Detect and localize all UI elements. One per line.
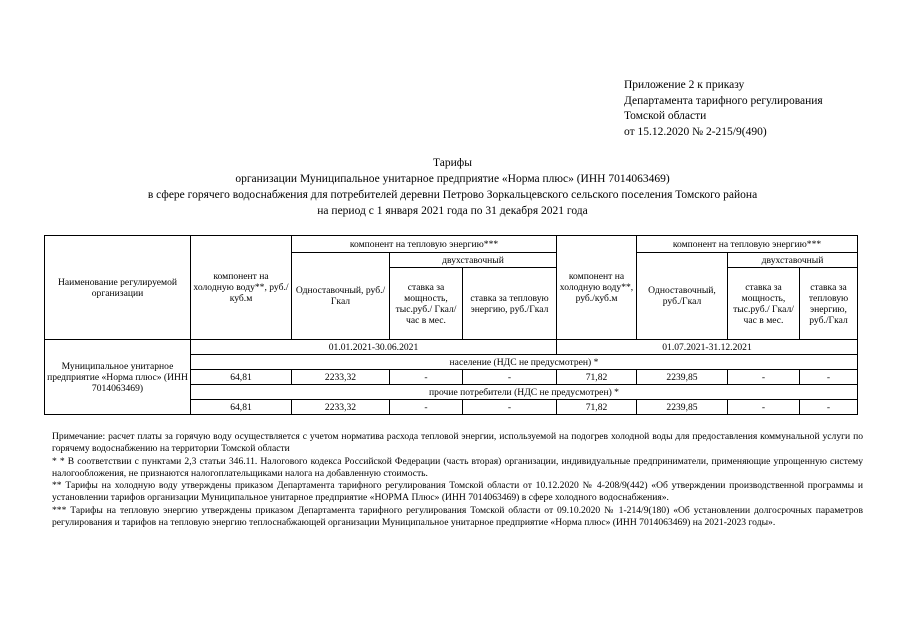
header-energy-rate-1: ставка за тепловую энергию, руб./Гкал	[463, 268, 557, 340]
tariff-table	[44, 235, 858, 415]
table-cell: -	[463, 370, 557, 385]
header-two-rate-2: двухставочный	[728, 253, 858, 268]
group-label-population: население (НДС не предусмотрен) *	[191, 355, 858, 370]
table-cell: -	[390, 370, 463, 385]
appendix-line: Департамента тарифного регулирования	[624, 94, 823, 107]
title-line: организации Муниципальное унитарное предприятие «Норма плюс» (ИНН 7014063469)	[235, 173, 670, 185]
period-second: 01.07.2021-31.12.2021	[557, 340, 858, 355]
notes-section	[52, 431, 863, 529]
note-vat: * * В соответствии с пунктами 2,3 статьи 346.11. Налогового кодекса Российской Федерации (часть вторая) организации, индивидуальные предприниматели, применяющие упрощенную систему налогообложения, не признаются налогоплательщиками налога на добавленную стоимость.	[52, 455, 863, 479]
table-cell: -	[800, 370, 858, 385]
header-energy-rate-2: ставка за тепловую энергию, руб./Гкал	[800, 268, 858, 340]
header-thermal-1: компонент на тепловую энергию***	[292, 236, 557, 253]
title-line: Тарифы	[433, 157, 472, 169]
header-thermal-2: компонент на тепловую энергию***	[637, 236, 858, 253]
table-cell: 2239,85	[637, 370, 728, 385]
note-thermal: *** Тарифы на тепловую энергию утверждены приказом Департамента тарифного регулирования Томской области от 09.10.2020 № 1-214/9(180) «Об установлении долгосрочных параметров регулирования и тарифов на тепловую энергию теплоснабжающей организации Муниципальное унитарное предприятие «Норма плюс» (ИНН 7014063469) на 2021-2023 годы».	[52, 504, 863, 529]
table-cell: 71,82	[557, 400, 637, 415]
document-title	[30, 155, 875, 219]
header-capacity-rate-2: ставка за мощность, тыс.руб./ Гкал/час в мес.	[728, 268, 800, 340]
table-cell: 2233,32	[292, 370, 390, 385]
table-cell: -	[390, 400, 463, 415]
appendix-line: Томской области	[624, 110, 707, 122]
note-cold-water: ** Тарифы на холодную воду утверждены приказом Департамента тарифного регулирования Томской области от 10.12.2020 № 4-208/9(442) «Об утверждении производственной программы и установлении тарифов организации Муниципальное унитарное предприятие «НОРМА Плюс» (ИНН 7014063469) в сфере холодного водоснабжения».	[52, 480, 863, 504]
header-two-rate-1: двухставочный	[390, 253, 557, 268]
appendix-line: от 15.12.2020 № 2-215/9(490)	[624, 125, 767, 138]
table-cell: -	[800, 400, 858, 415]
title-line: на период с 1 января 2021 года по 31 декабря 2021 года	[317, 205, 588, 217]
table-cell: 2239,85	[637, 400, 728, 415]
header-org-name: Наименование регулируемой организации	[45, 236, 191, 340]
header-single-rate-1: Одноставочный, руб./Гкал	[292, 253, 390, 340]
header-capacity-rate-1: ставка за мощность, тыс.руб./ Гкал/час в мес.	[390, 268, 463, 340]
table-cell: -	[463, 400, 557, 415]
appendix-line: Приложение 2 к приказу	[624, 79, 745, 91]
header-cold-water-2: компонент на холодную воду**, руб./куб.м	[557, 236, 637, 340]
header-single-rate-2: Одноставочный, руб./Гкал	[637, 253, 728, 340]
table-cell: -	[728, 370, 800, 385]
note-main: Примечание: расчет платы за горячую воду осуществляется с учетом норматива расхода тепловой энергии, используемой на подогрев холодной воды для предоставления коммунальной услуги по горячему водоснабжению на территории Томской области	[52, 431, 863, 455]
org-name-cell: Муниципальное унитарное предприятие «Норма плюс» (ИНН 7014063469)	[45, 340, 191, 415]
table-cell: 64,81	[191, 370, 292, 385]
period-first: 01.01.2021-30.06.2021	[191, 340, 557, 355]
table-cell: 2233,32	[292, 400, 390, 415]
table-cell: 64,81	[191, 400, 292, 415]
table-cell: 71,82	[557, 370, 637, 385]
table-cell: -	[728, 400, 800, 415]
title-line: в сфере горячего водоснабжения для потребителей деревни Петрово Зоркальцевского сельского поселения Томского района	[147, 189, 758, 201]
appendix-header	[624, 78, 894, 140]
header-cold-water-1: компонент на холодную воду**, руб./куб.м	[191, 236, 292, 340]
group-label-other: прочие потребители (НДС не предусмотрен) *	[191, 385, 858, 400]
